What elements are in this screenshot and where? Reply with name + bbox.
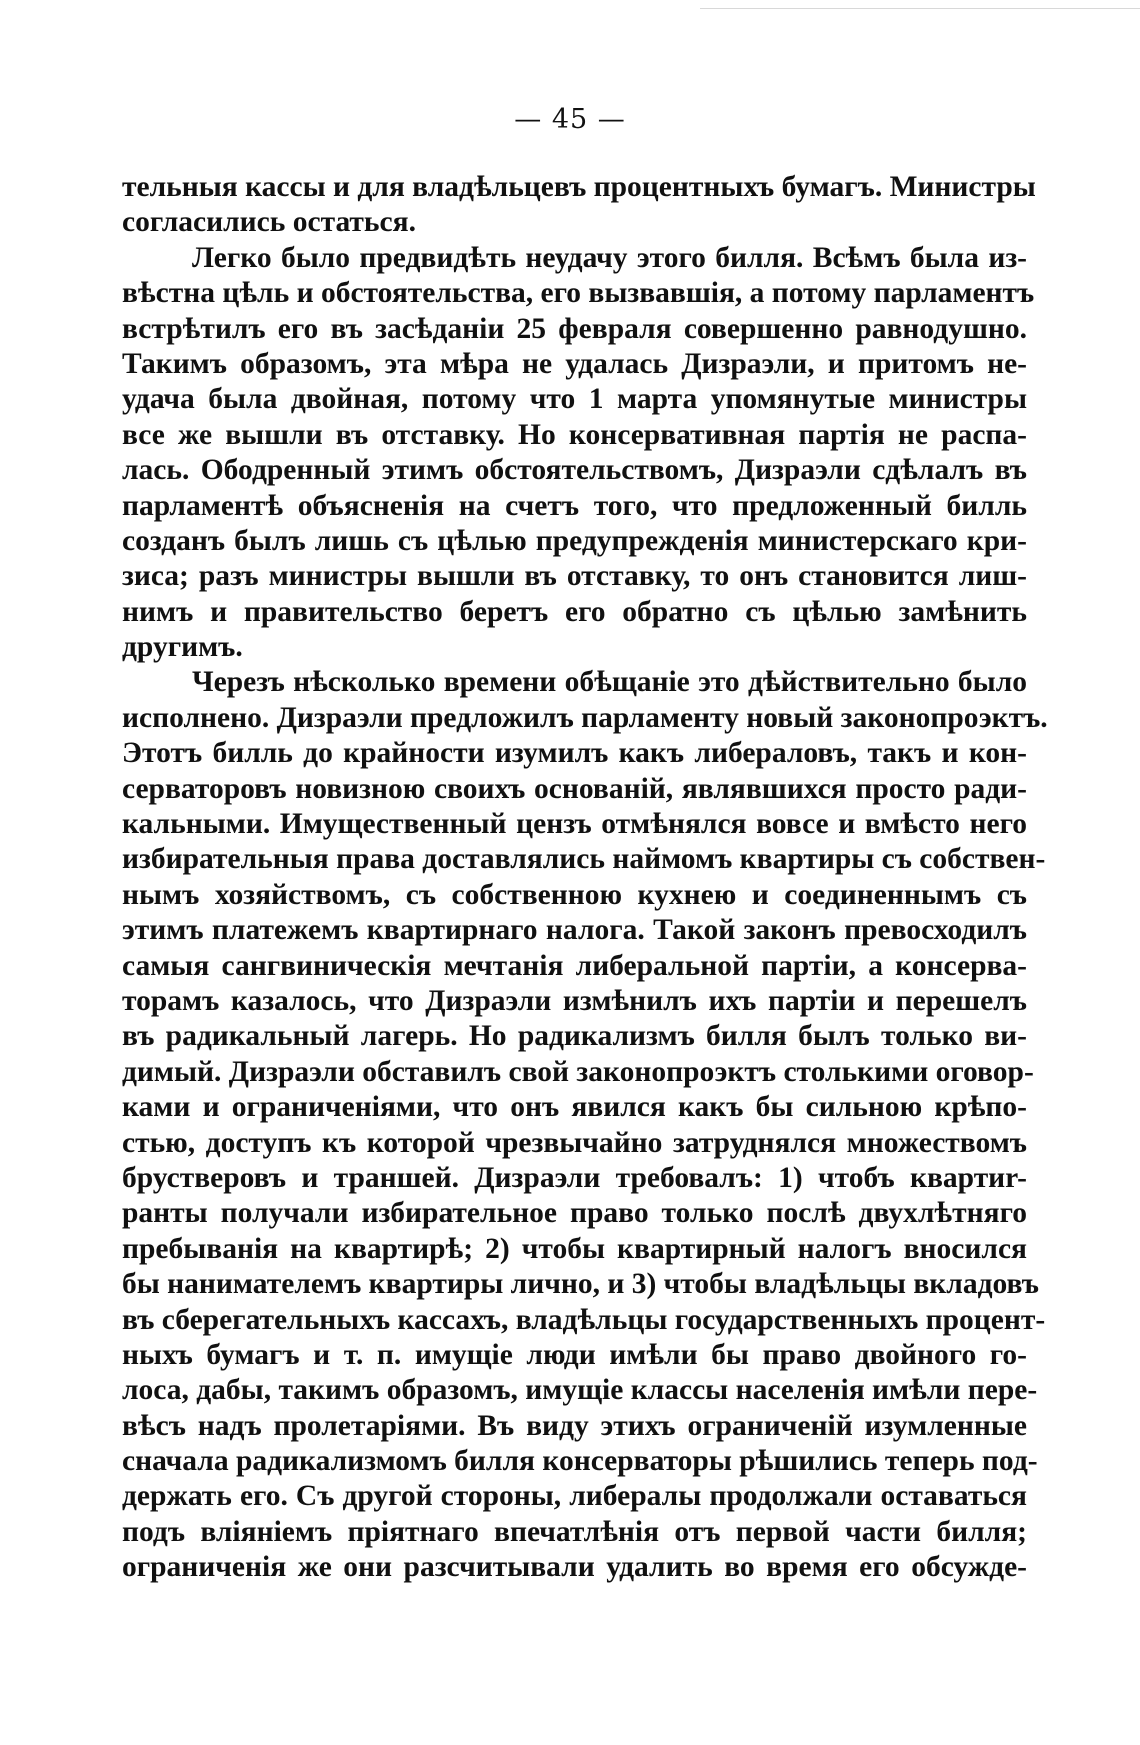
paragraph-2: [122, 241, 1035, 666]
text-line: лоса, дабы, такимъ образомъ, имущіе классы населенія имѣли пере-: [122, 1374, 1038, 1407]
text-line: парламентѣ объясненія на счетъ того, что предложенный билль: [122, 489, 1027, 522]
text-line: Такимъ образомъ, эта мѣра не удалась Дизраэли, и притомъ не-: [122, 347, 1027, 380]
text-line: лась. Ободренный этимъ обстоятельствомъ, Дизраэли сдѣлалъ въ: [122, 454, 1027, 487]
text-line: Легко было предвидѣть неудачу этого билля. Всѣмъ была из-: [192, 241, 1027, 274]
text-line: брустверовъ и траншей. Дизраэли требовалъ: 1) чтобъ квартиr-: [122, 1161, 1027, 1194]
text-line: другимъ.: [122, 631, 243, 664]
text-line: подъ вліяніемъ пріятнаго впечатлѣнія отъ первой части билля;: [122, 1515, 1027, 1548]
paragraph-3: [122, 665, 1048, 1585]
page-number: — 45 —: [514, 104, 626, 135]
text-line: ками и ограниченіями, что онъ явился какъ бы сильною крѣпо-: [122, 1091, 1027, 1124]
page-body-text: [122, 170, 1048, 1586]
text-line: самыя сангвиническія мечтанія либеральной партіи, а консерва-: [122, 949, 1027, 982]
text-line: все же вышли въ отставку. Но консервативная партія не распа-: [122, 418, 1027, 451]
text-line: держать его. Съ другой стороны, либералы продолжали оставаться: [122, 1480, 1027, 1513]
text-line: ранты получали избирательное право только послѣ двухлѣтняго: [122, 1197, 1027, 1230]
text-line: вѣсъ надъ пролетаріями. Въ виду этихъ ограниченій изумленные: [122, 1409, 1027, 1442]
top-edge-rule: [700, 8, 1140, 9]
text-line: вѣстна цѣль и обстоятельства, его вызвавшія, а потому парламентъ: [122, 277, 1035, 310]
text-line: ограниченія же они разсчитывали удалить во время его обсужде-: [122, 1551, 1027, 1584]
text-line: нимъ и правительство беретъ его обратно съ цѣлью замѣнить: [122, 595, 1027, 628]
text-line: созданъ былъ лишь съ цѣлью предупрежденія министерскаго кри-: [122, 524, 1027, 557]
text-line: торамъ казалось, что Дизраэли измѣнилъ ихъ партіи и перешелъ: [122, 984, 1027, 1017]
text-line: избирательныя права доставлялись наймомъ квартиры съ собствен-: [122, 843, 1046, 876]
text-line: бы нанимателемъ квартиры лично, и 3) чтобы владѣльцы вкладовъ: [122, 1268, 1039, 1301]
paragraph-1: [122, 170, 1036, 241]
text-line: сначала радикализмомъ билля консерваторы рѣшились теперь под-: [122, 1445, 1038, 1478]
text-line: Черезъ нѣсколько времени обѣщаніе это дѣйствительно было: [192, 666, 1027, 699]
text-line: димый. Дизраэли обставилъ свой законопроэктъ столькими оговор-: [122, 1055, 1034, 1088]
text-line: въ сберегательныхъ кассахъ, владѣльцы государственныхъ процент-: [122, 1303, 1046, 1336]
text-line: встрѣтилъ его въ засѣданіи 25 февраля совершенно равнодушно.: [122, 312, 1027, 345]
text-line: стью, доступъ къ которой чрезвычайно затруднялся множествомъ: [122, 1126, 1027, 1159]
text-line: тельныя кассы и для владѣльцевъ процентныхъ бумагъ. Министры: [122, 171, 1036, 203]
text-line: нымъ хозяйствомъ, съ собственною кухнею и соединеннымъ съ: [122, 878, 1027, 911]
text-line: въ радикальный лагерь. Но радикализмъ билля былъ только ви-: [122, 1020, 1027, 1053]
text-line: серваторовъ новизною своихъ основаній, являвшихся просто ради-: [122, 772, 1027, 805]
text-line: ныхъ бумагъ и т. п. имущіе люди имѣли бы право двойного го-: [122, 1338, 1027, 1371]
text-line: этимъ платежемъ квартирнаго налога. Такой законъ превосходилъ: [122, 914, 1027, 947]
text-line: согласились остаться.: [122, 206, 416, 239]
text-line: удача была двойная, потому что 1 марта упомянутые министры: [122, 383, 1027, 416]
text-line: Этотъ билль до крайности изумилъ какъ либераловъ, такъ и кон-: [122, 737, 1027, 770]
text-line: исполнено. Дизраэли предложилъ парламенту новый законопроэктъ.: [122, 701, 1048, 734]
text-line: зиса; разъ министры вышли въ отставку, то онъ становится лиш-: [122, 560, 1027, 593]
text-line: пребыванія на квартирѣ; 2) чтобы квартирный налогъ вносился: [122, 1232, 1027, 1265]
text-line: кальными. Имущественный цензъ отмѣнялся вовсе и вмѣсто него: [122, 808, 1027, 841]
